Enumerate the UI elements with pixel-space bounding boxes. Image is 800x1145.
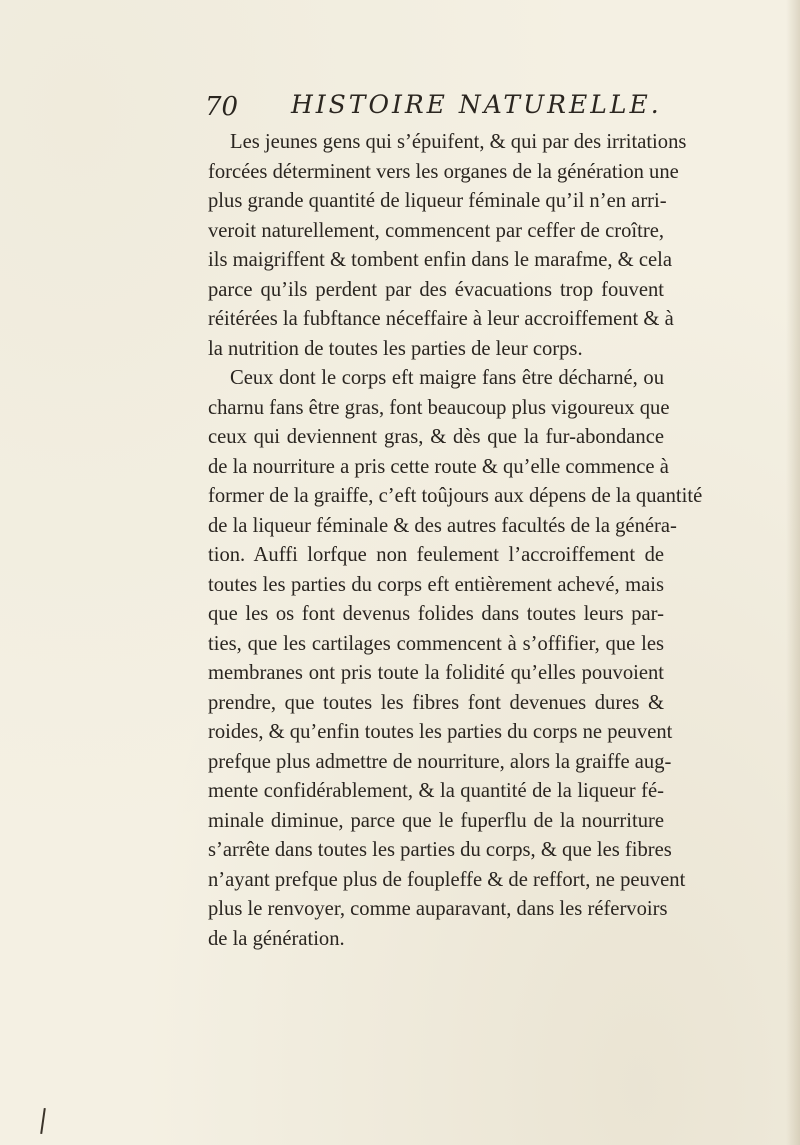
text-line: charnu fans être gras, font beaucoup plus vigoureux que (208, 396, 670, 419)
text-line: ceux qui deviennent gras, & dès que la fur-abondance (208, 426, 664, 448)
text-line: de la nourriture a pris cette route & qu’elle commence à (208, 455, 669, 478)
page-header (205, 90, 665, 126)
margin-pencil-mark (40, 1108, 46, 1134)
text-line: prefque plus admettre de nourriture, alors la graiffe aug- (208, 750, 672, 773)
text-line: prendre, que toutes les fibres font devenues dures & (208, 691, 664, 714)
text-line: forcées déterminent vers les organes de la génération une (208, 160, 679, 183)
text-line: réitérées la fubftance néceffaire à leur accroiffement & à (208, 308, 674, 330)
text-line: s’arrête dans toutes les parties du corps, & que les fibres (208, 839, 672, 861)
text-line: membranes ont pris toute la folidité qu’elles pouvoient (208, 662, 664, 684)
body-text (208, 128, 703, 954)
text-line: ils maigriffent & tombent enfin dans le marafme, & cela (208, 249, 672, 271)
text-line: veroit naturellement, commencent par ceffer de croître, (208, 219, 664, 242)
page-number: 70 (205, 92, 239, 122)
text-line: former de la graiffe, c’eft toûjours aux dépens de la quantité (208, 485, 703, 507)
text-line: roides, & qu’enfin toutes les parties du corps ne peuvent (208, 721, 673, 743)
text-line: Les jeunes gens qui s’épuifent, & qui par des irritations (230, 131, 687, 153)
text-line: ties, que les cartilages commencent à s’offifier, que les (208, 632, 664, 655)
text-line: la nutrition de toutes les parties de leur corps. (208, 337, 583, 360)
text-line: toutes les parties du corps eft entièrement achevé, mais (208, 573, 664, 596)
running-title: HISTOIRE NATURELLE. (291, 90, 662, 119)
text-line: n’ayant prefque plus de foupleffe & de reffort, ne peuvent (208, 868, 686, 891)
text-line: de la génération. (208, 927, 345, 950)
text-line: Ceux dont le corps eft maigre fans être décharné, ou (230, 367, 664, 389)
text-line: plus le renvoyer, comme auparavant, dans les réfervoirs (208, 898, 668, 920)
text-line: de la liqueur féminale & des autres facultés de la généra- (208, 514, 677, 537)
text-line: parce qu’ils perdent par des évacuations trop fouvent (208, 278, 664, 301)
text-line: tion. Auffi lorfque non feulement l’accroiffement de (208, 544, 664, 566)
text-line: plus grande quantité de liqueur féminale qu’il n’en arri- (208, 190, 667, 212)
text-line: que les os font devenus folides dans toutes leurs par- (208, 603, 664, 625)
text-line: minale diminue, parce que le fuperflu de la nourriture (208, 809, 664, 832)
page-edge-shadow (786, 0, 800, 1145)
text-line: mente confidérablement, & la quantité de la liqueur fé- (208, 780, 664, 802)
